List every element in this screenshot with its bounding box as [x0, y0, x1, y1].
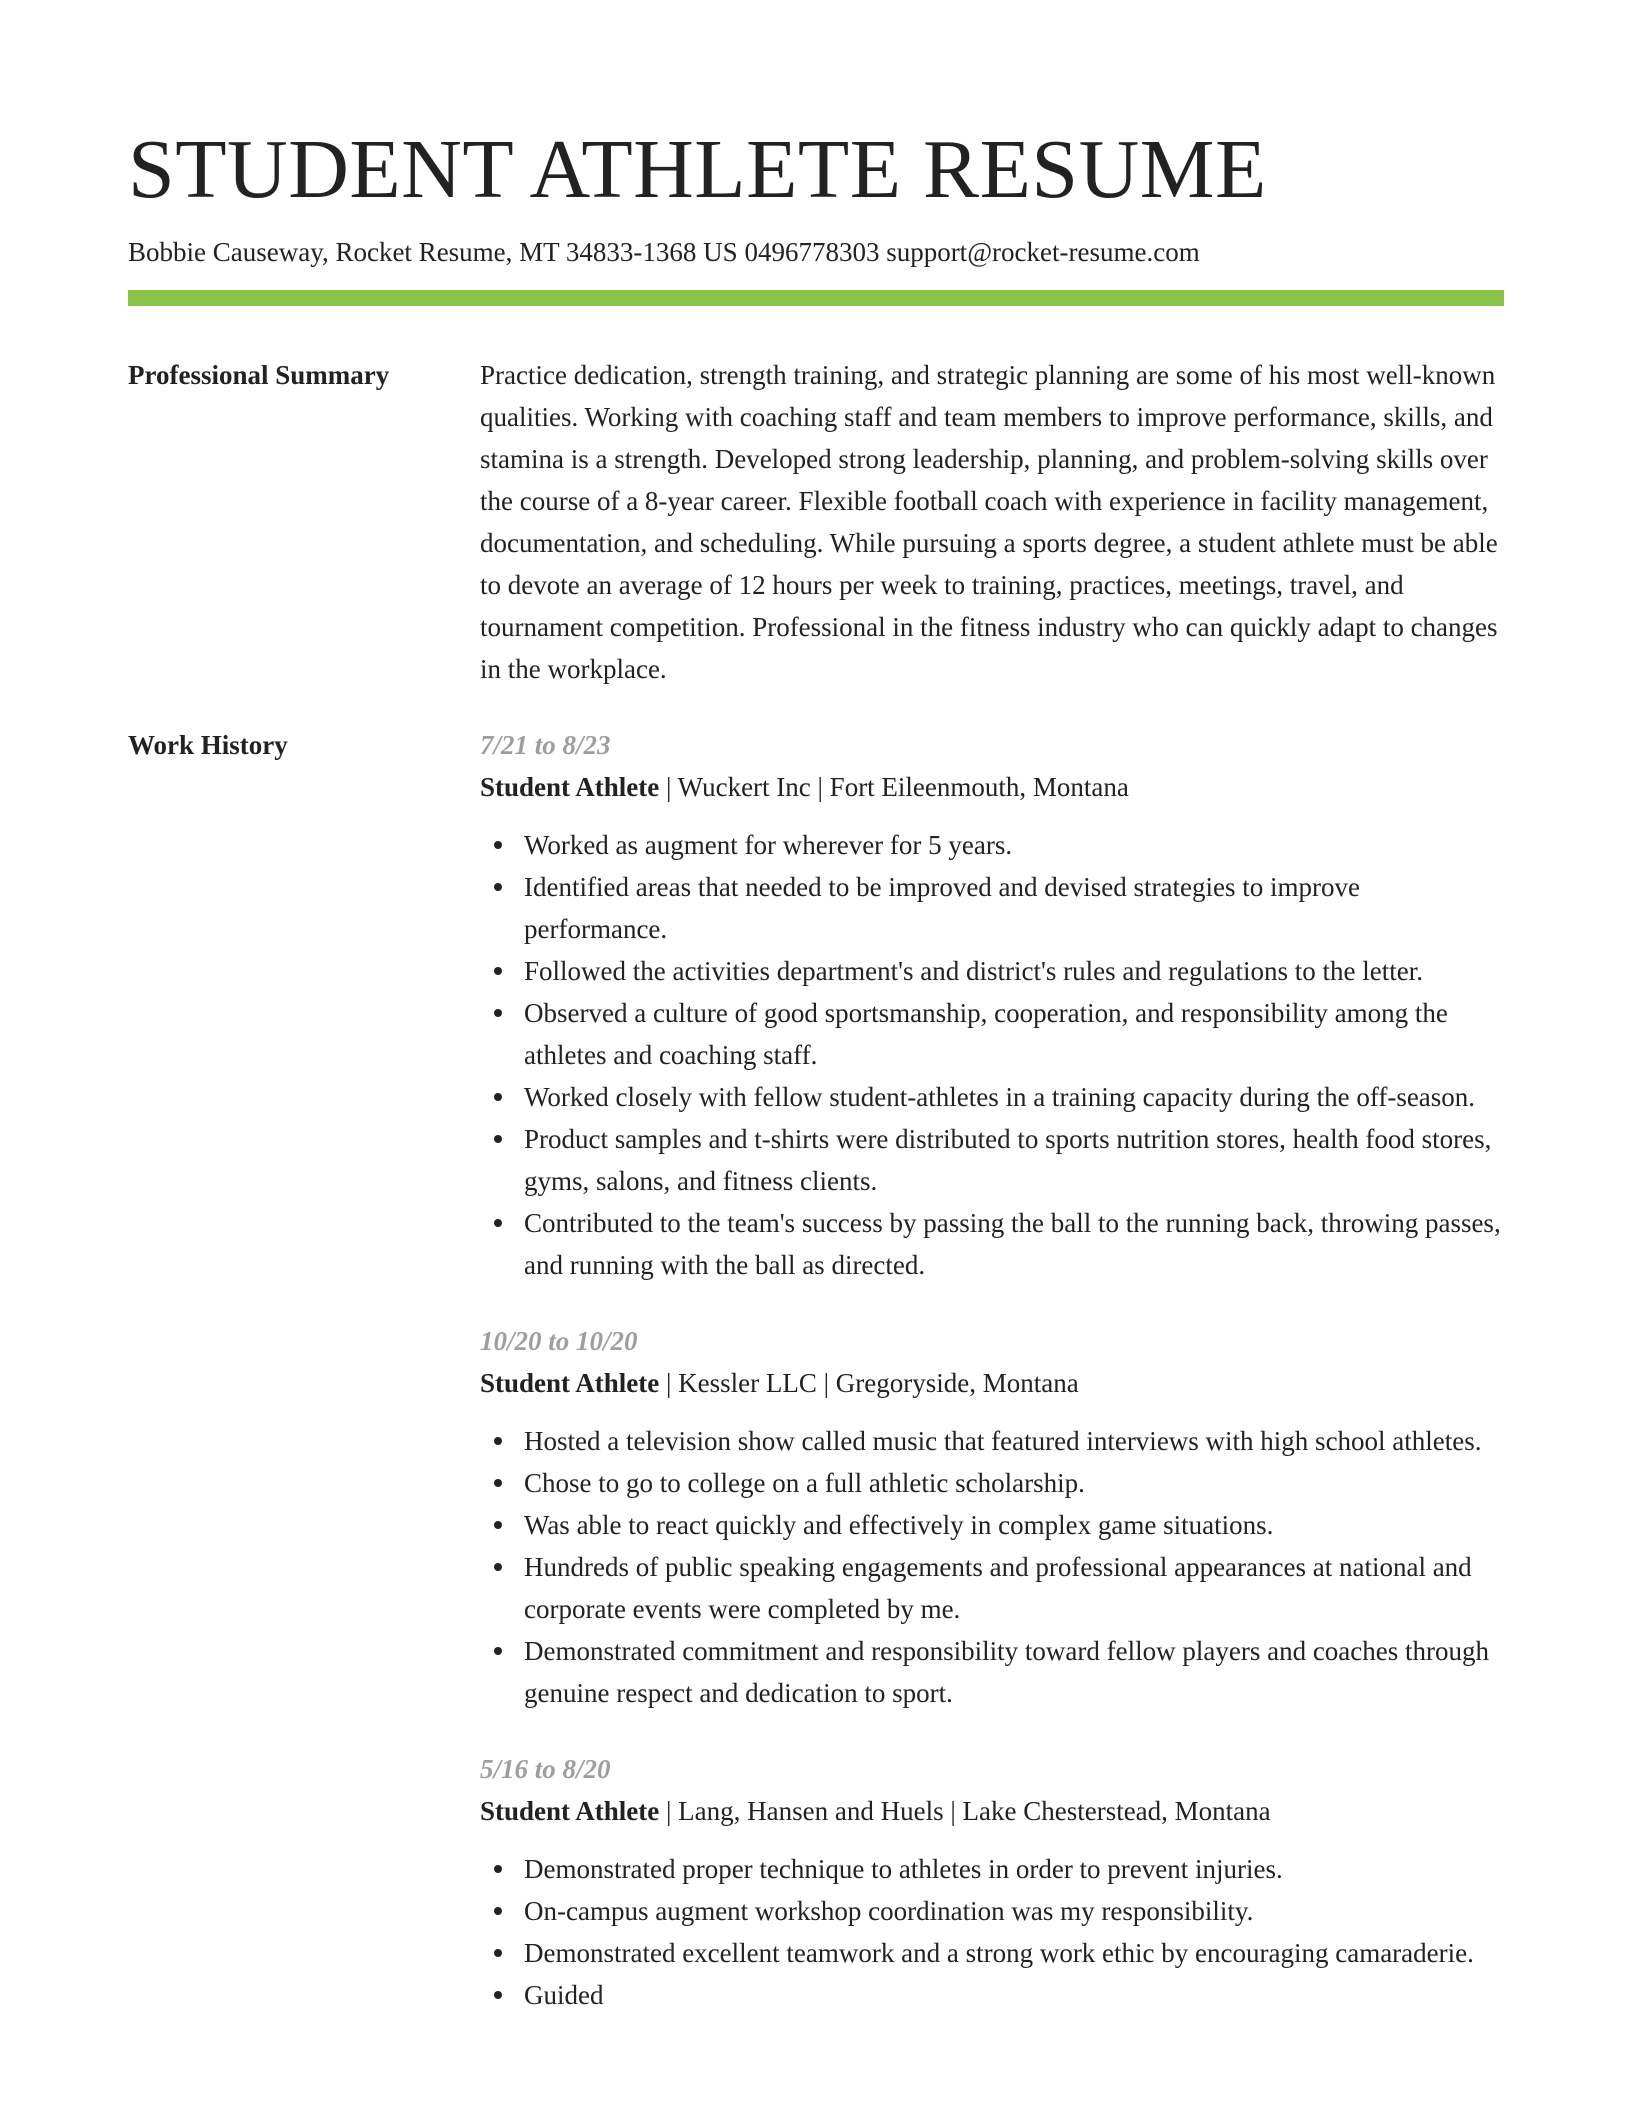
job-title: Student Athlete: [480, 772, 660, 802]
job-dates: 10/20 to 10/20: [480, 1326, 638, 1356]
resume-title: STUDENT ATHLETE RESUME: [128, 123, 1267, 216]
job-details: | Lang, Hansen and Huels | Lake Chesterstead, Montana: [659, 1796, 1271, 1826]
job-entry: [480, 724, 1504, 1286]
job-bullet: Contributed to the team's success by passing the ball to the running back, throwing passes, and running with the ball as directed.: [524, 1202, 1504, 1286]
job-bullet: Product samples and t-shirts were distributed to sports nutrition stores, health food stores, gyms, salons, and fitness clients.: [524, 1118, 1504, 1202]
job-bullet: Followed the activities department's and district's rules and regulations to the letter.: [524, 950, 1504, 992]
job-details: | Wuckert Inc | Fort Eileenmouth, Montana: [659, 772, 1129, 802]
professional-summary-section: [128, 354, 1504, 690]
job-bullet: On-campus augment workshop coordination was my responsibility.: [524, 1890, 1504, 1932]
summary-body: [480, 354, 1504, 690]
summary-text: Practice dedication, strength training, and strategic planning are some of his most well-known qualities. Working with coaching staff and team members to improve performance, skills, and stamina is a strength. Developed strong leadership, planning, and problem-solving skills over the course of a 8-year career. Flexible football coach with experience in facility management, documentation, and scheduling. While pursuing a sports degree, a student athlete must be able to devote an average of 12 hours per week to training, practices, meetings, travel, and tournament competition. Professional in the fitness industry who can quickly adapt to changes in the workplace.: [480, 360, 1498, 684]
job-bullet: Hosted a television show called music that featured interviews with high school athletes.: [524, 1420, 1504, 1462]
job-heading: [480, 766, 1504, 808]
section-label-work-history: Work History: [128, 730, 288, 760]
job-bullet: Worked closely with fellow student-athletes in a training capacity during the off-season.: [524, 1076, 1504, 1118]
job-bullet: Demonstrated excellent teamwork and a strong work ethic by encouraging camaraderie.: [524, 1932, 1504, 1974]
section-label-summary: Professional Summary: [128, 360, 390, 390]
job-bullets: [480, 824, 1504, 1286]
job-bullets: [480, 1848, 1504, 2016]
job-dates: 5/16 to 8/20: [480, 1754, 611, 1784]
job-bullets: [480, 1420, 1504, 1714]
job-bullet: Worked as augment for wherever for 5 years.: [524, 824, 1504, 866]
job-bullet: Observed a culture of good sportsmanship, cooperation, and responsibility among the athletes and coaching staff.: [524, 992, 1504, 1076]
job-details: | Kessler LLC | Gregoryside, Montana: [659, 1368, 1079, 1398]
job-bullet: Identified areas that needed to be improved and devised strategies to improve performance.: [524, 866, 1504, 950]
job-bullet: Hundreds of public speaking engagements and professional appearances at national and corporate events were completed by me.: [524, 1546, 1504, 1630]
job-heading: [480, 1362, 1504, 1404]
work-history-body: [480, 724, 1504, 2050]
job-bullet: Was able to react quickly and effectively in complex game situations.: [524, 1504, 1504, 1546]
job-title: Student Athlete: [480, 1368, 660, 1398]
job-heading: [480, 1790, 1504, 1832]
job-title: Student Athlete: [480, 1796, 660, 1826]
contact-line: Bobbie Causeway, Rocket Resume, MT 34833-1368 US 0496778303 support@rocket-resume.com: [128, 237, 1200, 267]
work-history-section: [128, 724, 1504, 2050]
job-dates: 7/21 to 8/23: [480, 730, 611, 760]
job-entry: [480, 1748, 1504, 2016]
job-bullet: Guided: [524, 1974, 1504, 2016]
resume-page: [128, 120, 1504, 2050]
job-bullet: Chose to go to college on a full athletic scholarship.: [524, 1462, 1504, 1504]
accent-divider: [128, 290, 1504, 306]
job-bullet: Demonstrated proper technique to athletes in order to prevent injuries.: [524, 1848, 1504, 1890]
job-entry: [480, 1320, 1504, 1714]
job-bullet: Demonstrated commitment and responsibility toward fellow players and coaches through genuine respect and dedication to sport.: [524, 1630, 1504, 1714]
